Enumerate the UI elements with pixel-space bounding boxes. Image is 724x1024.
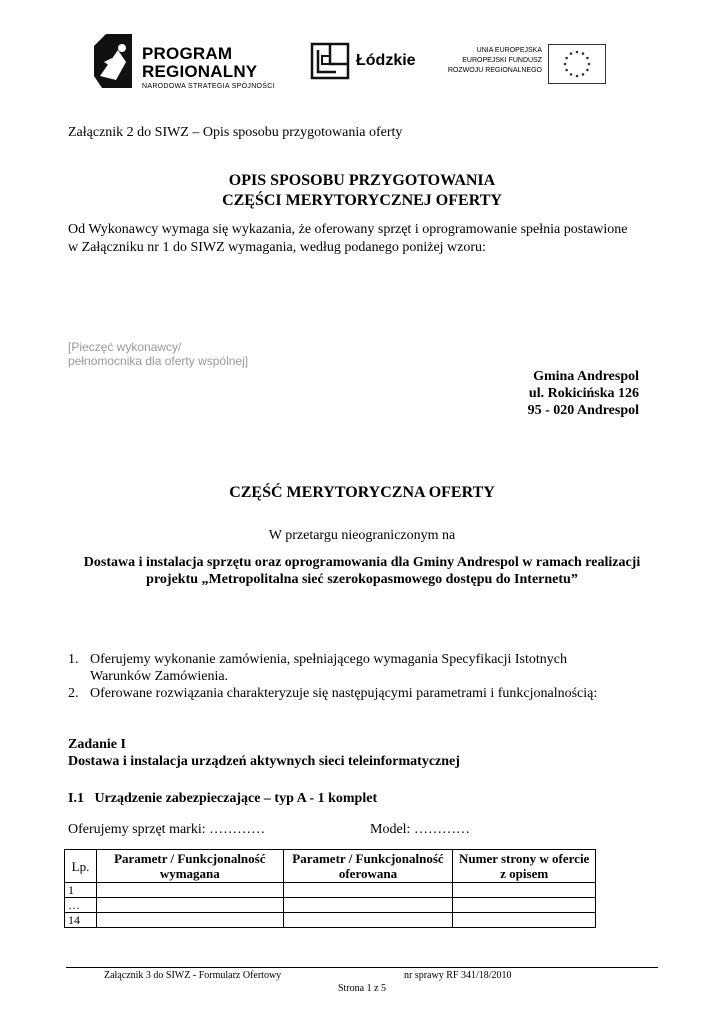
list-item-2-number: 2. — [68, 686, 79, 701]
column-header-offered: Parametr / Funkcjonalność oferowana — [283, 850, 453, 883]
footer-case-number: nr sprawy RF 341/18/2010 — [404, 970, 512, 981]
attachment-reference: Załącznik 2 do SIWZ – Opis sposobu przygotowania oferty — [68, 125, 403, 140]
stamp-placeholder-line2: pełnomocnika dla oferty wspólnej] — [68, 354, 249, 368]
task-description: Dostawa i instalacja urządzeń aktywnych sieci teleinformatycznej — [68, 754, 460, 769]
eu-line2: EUROPEJSKI FUNDUSZ — [462, 57, 542, 64]
tender-line: W przetargu nieograniczonym na — [268, 528, 456, 543]
intro-text-line2: w Załączniku nr 1 do SIWZ wymagania, według podanego poniżej wzoru: — [68, 240, 486, 255]
table-row — [65, 898, 596, 913]
subject-line2: projektu „Metropolitalna sieć szerokopasmowego dostępu do Internetu” — [146, 572, 578, 587]
model-field-label: Model: ………… — [370, 822, 470, 837]
page-number-cell[interactable] — [453, 883, 596, 898]
stamp-placeholder-line1: [Pieczęć wykonawcy/ — [68, 340, 182, 354]
device-title: I.1 Urządzenie zabezpieczające – typ A - 1 komplet — [68, 791, 378, 806]
row-number-cell: … — [65, 898, 97, 913]
lodzkie-label: Łódzkie — [356, 52, 416, 69]
table-row — [65, 913, 596, 928]
table-row — [65, 883, 596, 898]
required-cell[interactable] — [96, 898, 283, 913]
list-item-1-line2: Warunków Zamówienia. — [90, 669, 229, 684]
intro-text-line1: Od Wykonawcy wymaga się wykazania, że oferowany sprzęt i oprogramowanie spełnia postawione — [68, 222, 628, 237]
eu-line1: UNIA EUROPEJSKA — [476, 47, 542, 54]
eu-flag-icon — [548, 44, 606, 84]
list-item-1-line1: Oferujemy wykonanie zamówienia, spełniającego wymagania Specyfikacji Istotnych — [90, 652, 567, 667]
brand-field-label: Oferujemy sprzęt marki: ………… — [68, 822, 266, 837]
column-header-lp: Lp. — [65, 850, 97, 883]
page-number-cell[interactable] — [453, 898, 596, 913]
row-number-cell: 1 — [65, 883, 97, 898]
program-regionalny-logo — [92, 32, 292, 92]
document-title-line2: CZĘŚCI MERYTORYCZNEJ OFERTY — [222, 192, 502, 209]
document-title-line1: OPIS SPOSOBU PRZYGOTOWANIA — [228, 172, 496, 189]
required-cell[interactable] — [96, 913, 283, 928]
offered-cell[interactable] — [283, 898, 453, 913]
subject-line1: Dostawa i instalacja sprzętu oraz oprogramowania dla Gminy Andrespol w ramach realizacji — [83, 555, 641, 570]
offered-cell[interactable] — [283, 883, 453, 898]
program-subtitle: NARODOWA STRATEGIA SPÓJNOŚCI — [142, 83, 275, 90]
lodzkie-emblem-icon — [310, 42, 352, 82]
program-line1: PROGRAM — [142, 44, 233, 63]
page-number-cell[interactable] — [453, 913, 596, 928]
offered-cell[interactable] — [283, 913, 453, 928]
list-item-1-number: 1. — [68, 652, 79, 667]
required-cell[interactable] — [96, 883, 283, 898]
footer-left-text: Załącznik 3 do SIWZ - Formularz Ofertowy — [104, 970, 282, 981]
row-number-cell: 14 — [65, 913, 97, 928]
program-line2: REGIONALNY — [142, 62, 258, 81]
eu-line3: ROZWOJU REGIONALNEGO — [447, 67, 542, 74]
recipient-city: 95 - 020 Andrespol — [527, 403, 639, 418]
column-header-required: Parametr / Funkcjonalność wymagana — [96, 850, 283, 883]
list-item-2-line1: Oferowane rozwiązania charakteryzuje się następującymi parametrami i funkcjonalnością: — [90, 686, 598, 701]
program-regionalny-emblem-icon — [92, 32, 136, 90]
recipient-name: Gmina Andrespol — [533, 369, 639, 384]
column-header-page-number: Numer strony w ofercie z opisem — [453, 850, 596, 883]
lodzkie-logo — [310, 42, 420, 82]
section-title: CZĘŚĆ MERYTORYCZNA OFERTY — [229, 484, 495, 501]
eu-logo — [446, 44, 606, 86]
table-header-row — [65, 850, 596, 883]
parameters-table — [64, 849, 596, 928]
footer-page-number: Strona 1 z 5 — [337, 983, 387, 994]
task-title: Zadanie I — [68, 737, 126, 752]
recipient-street: ul. Rokicińska 126 — [528, 386, 639, 401]
footer-divider — [66, 967, 658, 968]
